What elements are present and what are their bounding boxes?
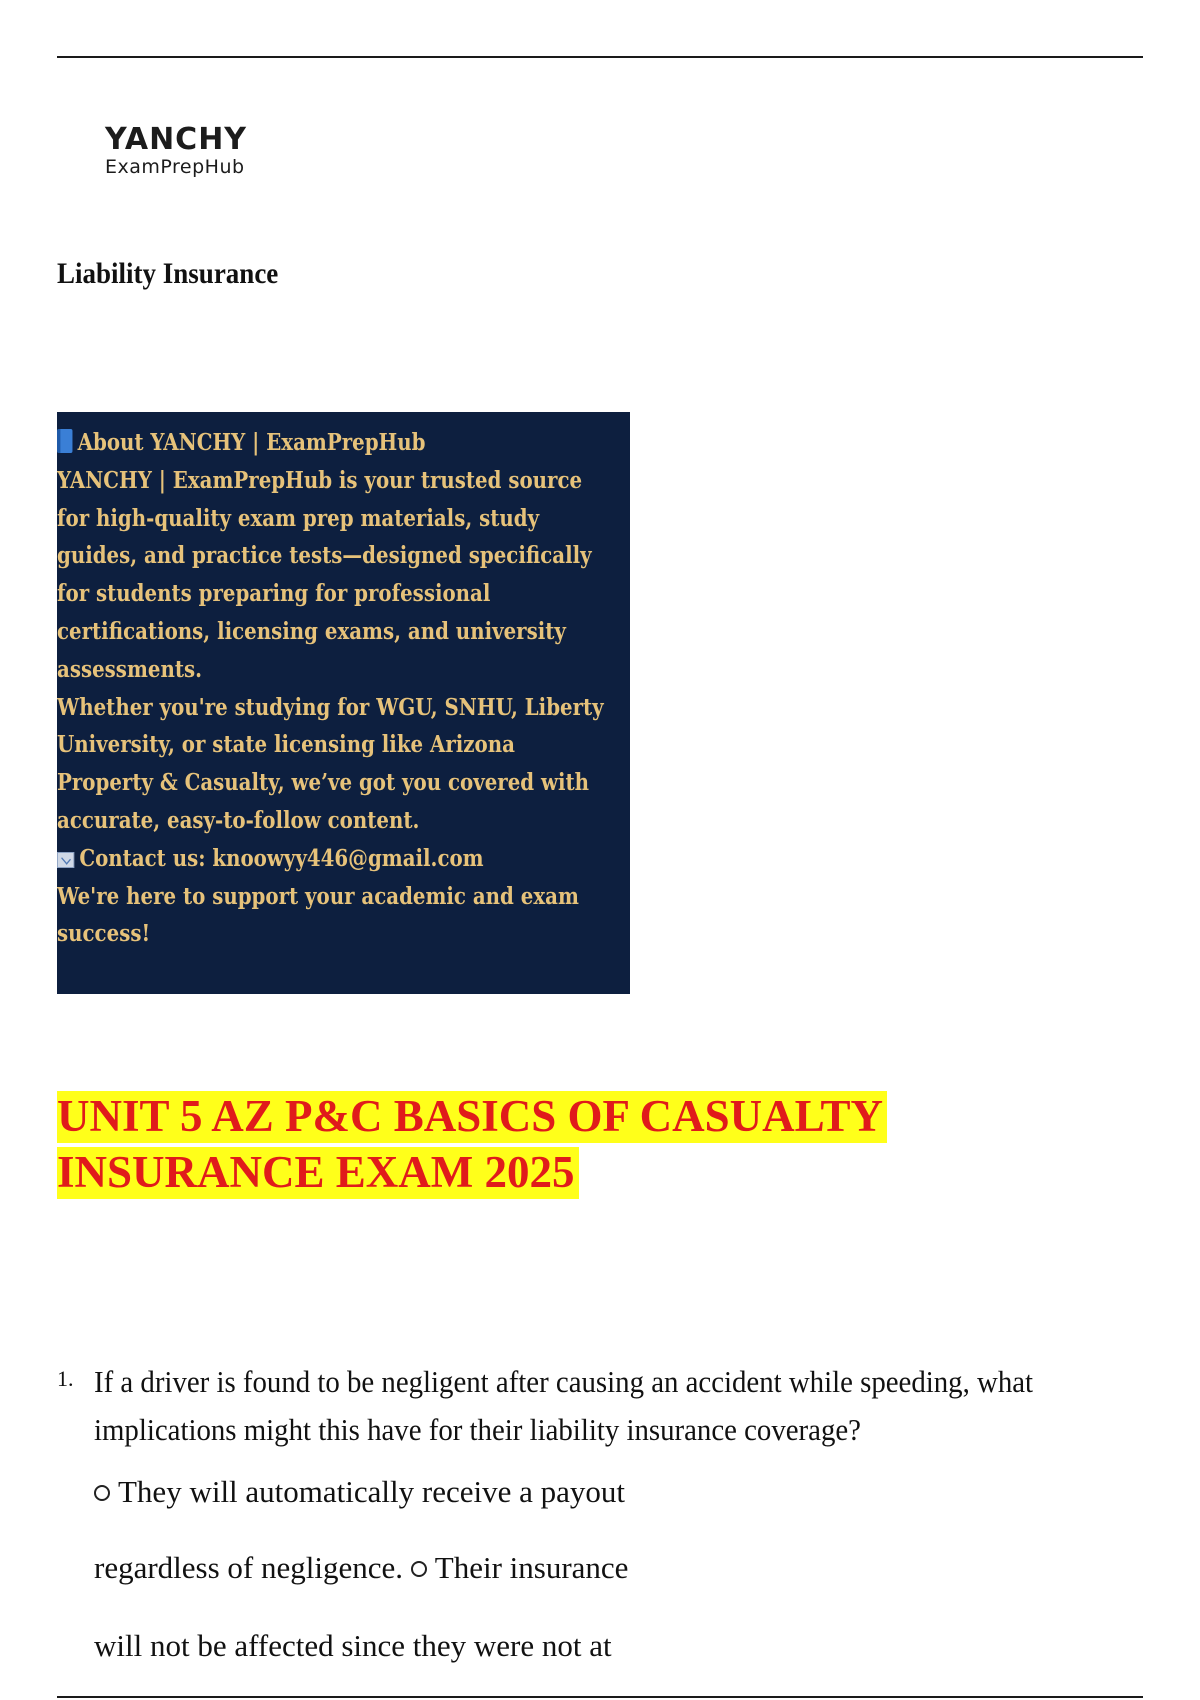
- option-text: They will automatically receive a payout: [118, 1474, 625, 1509]
- book-icon: [57, 429, 72, 453]
- contact-text: Contact us: knoowyy446@gmail.com: [79, 844, 484, 872]
- section-label: Liability Insurance: [57, 257, 279, 290]
- bottom-rule: [57, 1696, 1143, 1698]
- about-box: [57, 412, 630, 994]
- logo-sub-text: ExamPrepHub: [105, 156, 245, 178]
- logo-main-text: YANCHY: [105, 122, 248, 157]
- radio-icon[interactable]: [411, 1561, 427, 1577]
- about-line: assessments.: [57, 655, 203, 683]
- about-line: We're here to support your academic and exam: [57, 882, 579, 910]
- about-line: Whether you're studying for WGU, SNHU, Liberty: [57, 693, 604, 721]
- logo: [105, 124, 247, 178]
- option-line: [94, 1472, 625, 1512]
- option-text: Their insurance: [434, 1550, 629, 1585]
- exam-title-line-1: UNIT 5 AZ P&C BASICS OF CASUALTY: [57, 1091, 887, 1143]
- about-line: Property & Casualty, we’ve got you covered with: [57, 769, 590, 797]
- about-heading: About YANCHY | ExamPrepHub: [77, 429, 426, 456]
- about-line: accurate, easy-to-follow content.: [57, 806, 420, 834]
- top-rule: [57, 56, 1143, 58]
- option-text: regardless of negligence.: [94, 1550, 404, 1585]
- question-text: If a driver is found to be negligent after causing an accident while speeding, what implications might this have for their liability insurance coverage?: [94, 1364, 1034, 1447]
- option-line: [94, 1548, 628, 1588]
- about-line: certifications, licensing exams, and university: [57, 617, 566, 645]
- about-line: [57, 840, 550, 878]
- about-line: for high-quality exam prep materials, study: [57, 504, 540, 532]
- about-line: for students preparing for professional: [57, 580, 491, 608]
- exam-title: [57, 1088, 887, 1200]
- radio-icon[interactable]: [94, 1485, 110, 1501]
- option-line: will not be affected since they were not at: [94, 1628, 612, 1663]
- exam-title-line-2: INSURANCE EXAM 2025: [57, 1147, 579, 1199]
- mail-icon: [57, 852, 74, 868]
- about-line: success!: [57, 920, 151, 948]
- question-number: 1.: [57, 1366, 74, 1391]
- about-line: University, or state licensing like Arizona: [57, 731, 515, 759]
- about-line: [57, 424, 550, 462]
- about-line: guides, and practice tests—designed specifically: [57, 542, 592, 570]
- about-line: YANCHY | ExamPrepHub is your trusted source: [57, 466, 583, 494]
